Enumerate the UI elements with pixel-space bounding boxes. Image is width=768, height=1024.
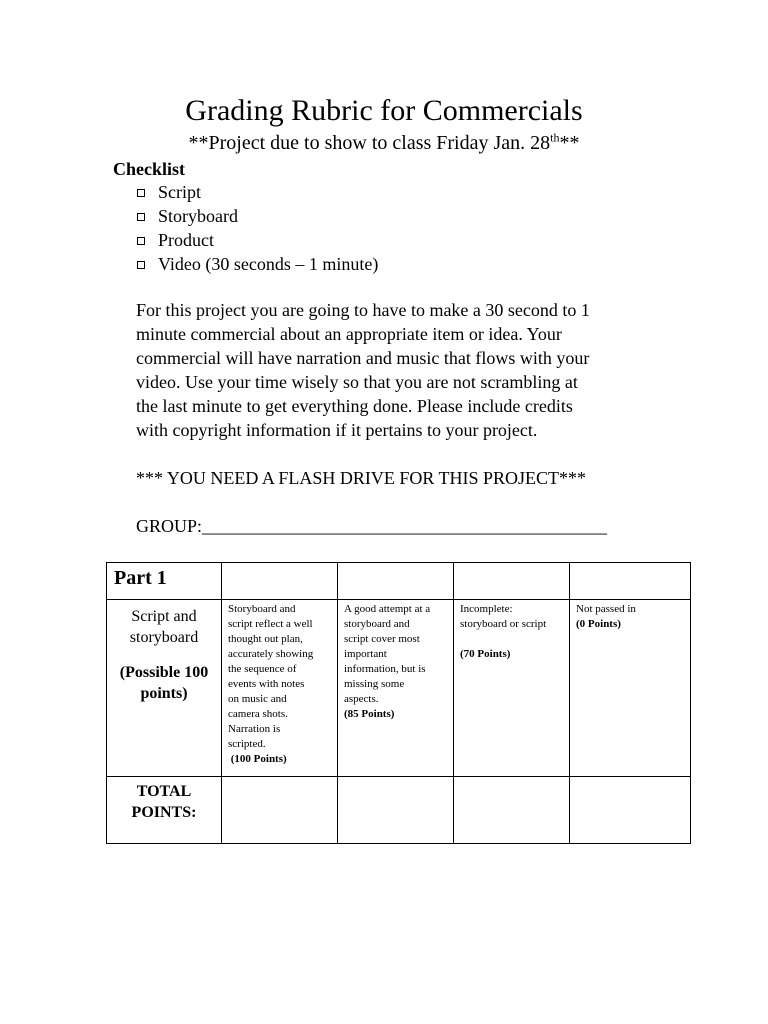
level-points: (0 Points) xyxy=(576,618,621,630)
description-line: the last minute to get everything done. Please include credits xyxy=(136,396,573,416)
level-text: aspects. xyxy=(344,693,379,705)
level-text: Not passed in xyxy=(576,603,636,615)
checklist-item-label: Video (30 seconds – 1 minute) xyxy=(158,254,379,274)
empty-cell xyxy=(570,777,691,844)
level-text: accurately showing xyxy=(228,648,314,660)
level-0-cell xyxy=(570,600,691,777)
level-text: on music and xyxy=(228,693,287,705)
rubric-table xyxy=(106,562,691,844)
criterion-cell xyxy=(107,600,222,777)
empty-cell xyxy=(222,777,338,844)
checkbox-bullet-icon xyxy=(137,213,145,221)
level-text: the sequence of xyxy=(228,663,297,675)
empty-cell xyxy=(222,563,338,600)
level-text: Storyboard and xyxy=(228,603,296,615)
empty-cell xyxy=(338,777,454,844)
checklist-item-product xyxy=(137,228,378,252)
empty-cell xyxy=(570,563,691,600)
level-text: missing some xyxy=(344,678,405,690)
level-text: scripted. xyxy=(228,738,266,750)
level-text: events with notes xyxy=(228,678,305,690)
description-line: For this project you are going to have to make a 30 second to 1 xyxy=(136,300,590,320)
description-line: with copyright information if it pertains to your project. xyxy=(136,420,538,440)
level-text: camera shots. xyxy=(228,708,288,720)
document-title: Grading Rubric for Commercials xyxy=(185,94,583,127)
level-spacer xyxy=(460,632,565,647)
rubric-total-row xyxy=(107,777,691,844)
checklist-item-label: Script xyxy=(158,182,201,202)
checkbox-bullet-icon xyxy=(137,189,145,197)
due-date-ordinal: th xyxy=(550,130,560,145)
checkbox-bullet-icon xyxy=(137,261,145,269)
possible-points-2: points) xyxy=(140,685,188,702)
level-text: information, but is xyxy=(344,663,426,675)
level-points: (70 Points) xyxy=(460,648,511,660)
level-points: (100 Points) xyxy=(228,753,287,765)
part-label: Part 1 xyxy=(107,563,222,600)
due-date-suffix: ** xyxy=(559,132,580,154)
level-85-cell xyxy=(338,600,454,777)
checklist xyxy=(137,180,378,276)
level-70-cell xyxy=(454,600,570,777)
criterion-name-2: storyboard xyxy=(129,629,199,646)
checklist-item-video xyxy=(137,252,378,276)
level-100-cell xyxy=(222,600,338,777)
level-text: Incomplete: xyxy=(460,603,513,615)
description-line: minute commercial about an appropriate item or idea. Your xyxy=(136,324,562,344)
group-line: GROUP:_____________________________________________ xyxy=(136,516,608,536)
level-text: important xyxy=(344,648,387,660)
level-text: A good attempt at a xyxy=(344,603,431,615)
level-text: script cover most xyxy=(344,633,420,645)
checklist-heading: Checklist xyxy=(113,159,185,179)
description-line: video. Use your time wisely so that you are not scrambling at xyxy=(136,372,578,392)
empty-cell xyxy=(454,563,570,600)
checklist-item-label: Product xyxy=(158,230,214,250)
checklist-item-label: Storyboard xyxy=(158,206,238,226)
due-date-text: **Project due to show to class Friday Jan. 28 xyxy=(188,132,551,154)
rubric-criterion-row xyxy=(107,600,691,777)
total-label-1: TOTAL xyxy=(136,783,192,800)
level-text: storyboard and xyxy=(344,618,410,630)
checklist-item-script xyxy=(137,180,378,204)
possible-points: (Possible 100 xyxy=(119,664,209,681)
criterion-name: Script and xyxy=(131,608,197,625)
project-description xyxy=(136,298,656,442)
checkbox-bullet-icon xyxy=(137,237,145,245)
total-points-label xyxy=(107,777,222,844)
due-date-note xyxy=(0,130,768,156)
level-text: storyboard or script xyxy=(460,618,547,630)
flash-drive-note: *** YOU NEED A FLASH DRIVE FOR THIS PROJECT*** xyxy=(136,468,587,488)
level-points: (85 Points) xyxy=(344,708,395,720)
level-text: Narration is xyxy=(228,723,281,735)
empty-cell xyxy=(338,563,454,600)
level-text: script reflect a well xyxy=(228,618,313,630)
total-label-2: POINTS: xyxy=(131,804,197,821)
level-text: thought out plan, xyxy=(228,633,303,645)
rubric-header-row xyxy=(107,563,691,600)
empty-cell xyxy=(454,777,570,844)
checklist-item-storyboard xyxy=(137,204,378,228)
description-line: commercial will have narration and music that flows with your xyxy=(136,348,590,368)
